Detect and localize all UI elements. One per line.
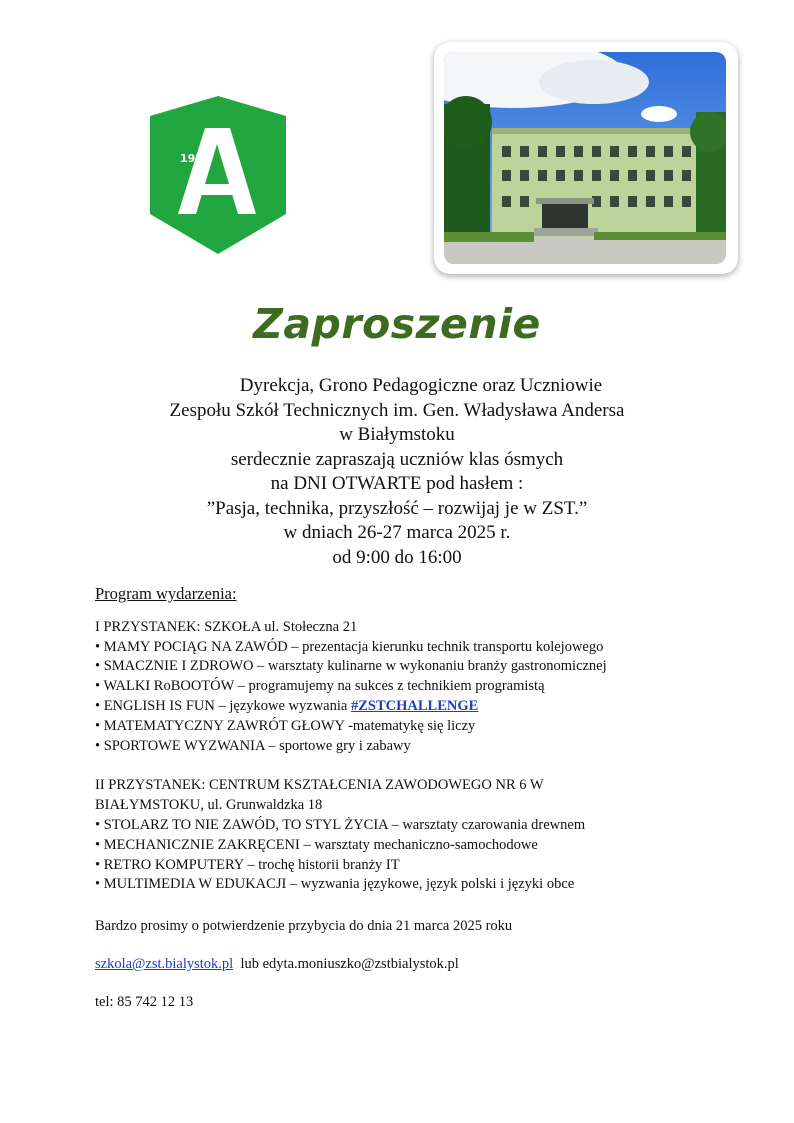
confirmation-text: Bardzo prosimy o potwierdzenie przybycia do dnia 21 marca 2025 roku [95, 918, 513, 935]
list-item: • SPORTOWE WYZWANIA – sportowe gry i zabawy [95, 737, 411, 754]
list-item: • MATEMATYCZNY ZAWRÓT GŁOWY -matematykę się liczy [95, 717, 476, 734]
list-item: • MULTIMEDIA W EDUKACJI – wyzwania językowe, język polski i języki obce [95, 876, 575, 893]
email-text: edyta.moniuszko@zstbialystok.pl [262, 955, 459, 972]
intro-line: od 9:00 do 16:00 [332, 546, 462, 568]
intro-line: w Białymstoku [339, 424, 455, 445]
contact-emails [95, 955, 735, 975]
list-item: • STOLARZ TO NIE ZAWÓD, TO STYL ŻYCIA – warsztaty czarowania drewnem [95, 816, 586, 833]
logo-year: 1929 [180, 152, 211, 165]
list-item: • MECHANICZNIE ZAKRĘCENI – warsztaty mechaniczno-samochodowe [95, 836, 538, 853]
shield-shape [150, 96, 286, 254]
intro-line: Zespołu Szkół Technicznych im. Gen. Władysława Andersa [169, 399, 625, 421]
email-separator: lub [233, 955, 263, 972]
intro-line: ”Pasja, technika, przyszłość – rozwijaj je w ZST.” [206, 497, 588, 519]
entrance-door [542, 202, 588, 228]
intro-line: na DNI OTWARTE pod hasłem : [270, 473, 524, 494]
school-photo-frame [434, 42, 738, 274]
phone-number: tel: 85 742 12 13 [95, 993, 194, 1010]
list-item [95, 697, 735, 717]
intro-line: serdecznie zapraszają uczniów klas ósmych [230, 448, 564, 470]
logo-crossbar [188, 184, 242, 195]
school-logo [150, 96, 286, 254]
english-item-text: • ENGLISH IS FUN – językowe wyzwania [95, 697, 351, 714]
list-item: • SMACZNIE I ZDROWO – warsztaty kulinarne w wykonaniu branży gastronomicznej [95, 658, 607, 675]
email-link[interactable]: szkola@zst.bialystok.pl [95, 955, 234, 972]
hashtag-link[interactable]: #ZSTCHALLENGE [350, 697, 479, 714]
stop2-heading: II PRZYSTANEK: CENTRUM KSZTAŁCENIA ZAWODOWEGO NR 6 W [95, 777, 544, 794]
school-building-photo [444, 52, 726, 264]
invitation-intro [94, 374, 700, 570]
list-item: • RETRO KOMPUTERY – trochę historii branży IT [95, 856, 400, 873]
list-item: • MAMY POCIĄG NA ZAWÓD – prezentacja kierunku technik transportu kolejowego [95, 638, 604, 655]
list-item: • WALKI RoBOOTÓW – programujemy na sukces z technikiem programistą [95, 678, 545, 695]
program-heading: Program wydarzenia: [95, 584, 237, 603]
intro-line: w dniach 26-27 marca 2025 r. [283, 522, 511, 543]
stop1-heading: I PRZYSTANEK: SZKOŁA ul. Stołeczna 21 [95, 618, 358, 635]
intro-line: Dyrekcja, Grono Pedagogiczne oraz Uczniowie [239, 375, 603, 396]
shield-logo-icon [150, 96, 286, 254]
stop2-heading-cont: BIAŁYMSTOKU, ul. Grunwaldzka 18 [95, 797, 323, 814]
program-section [95, 584, 735, 1013]
invitation-title: Zaproszenie [253, 300, 541, 348]
